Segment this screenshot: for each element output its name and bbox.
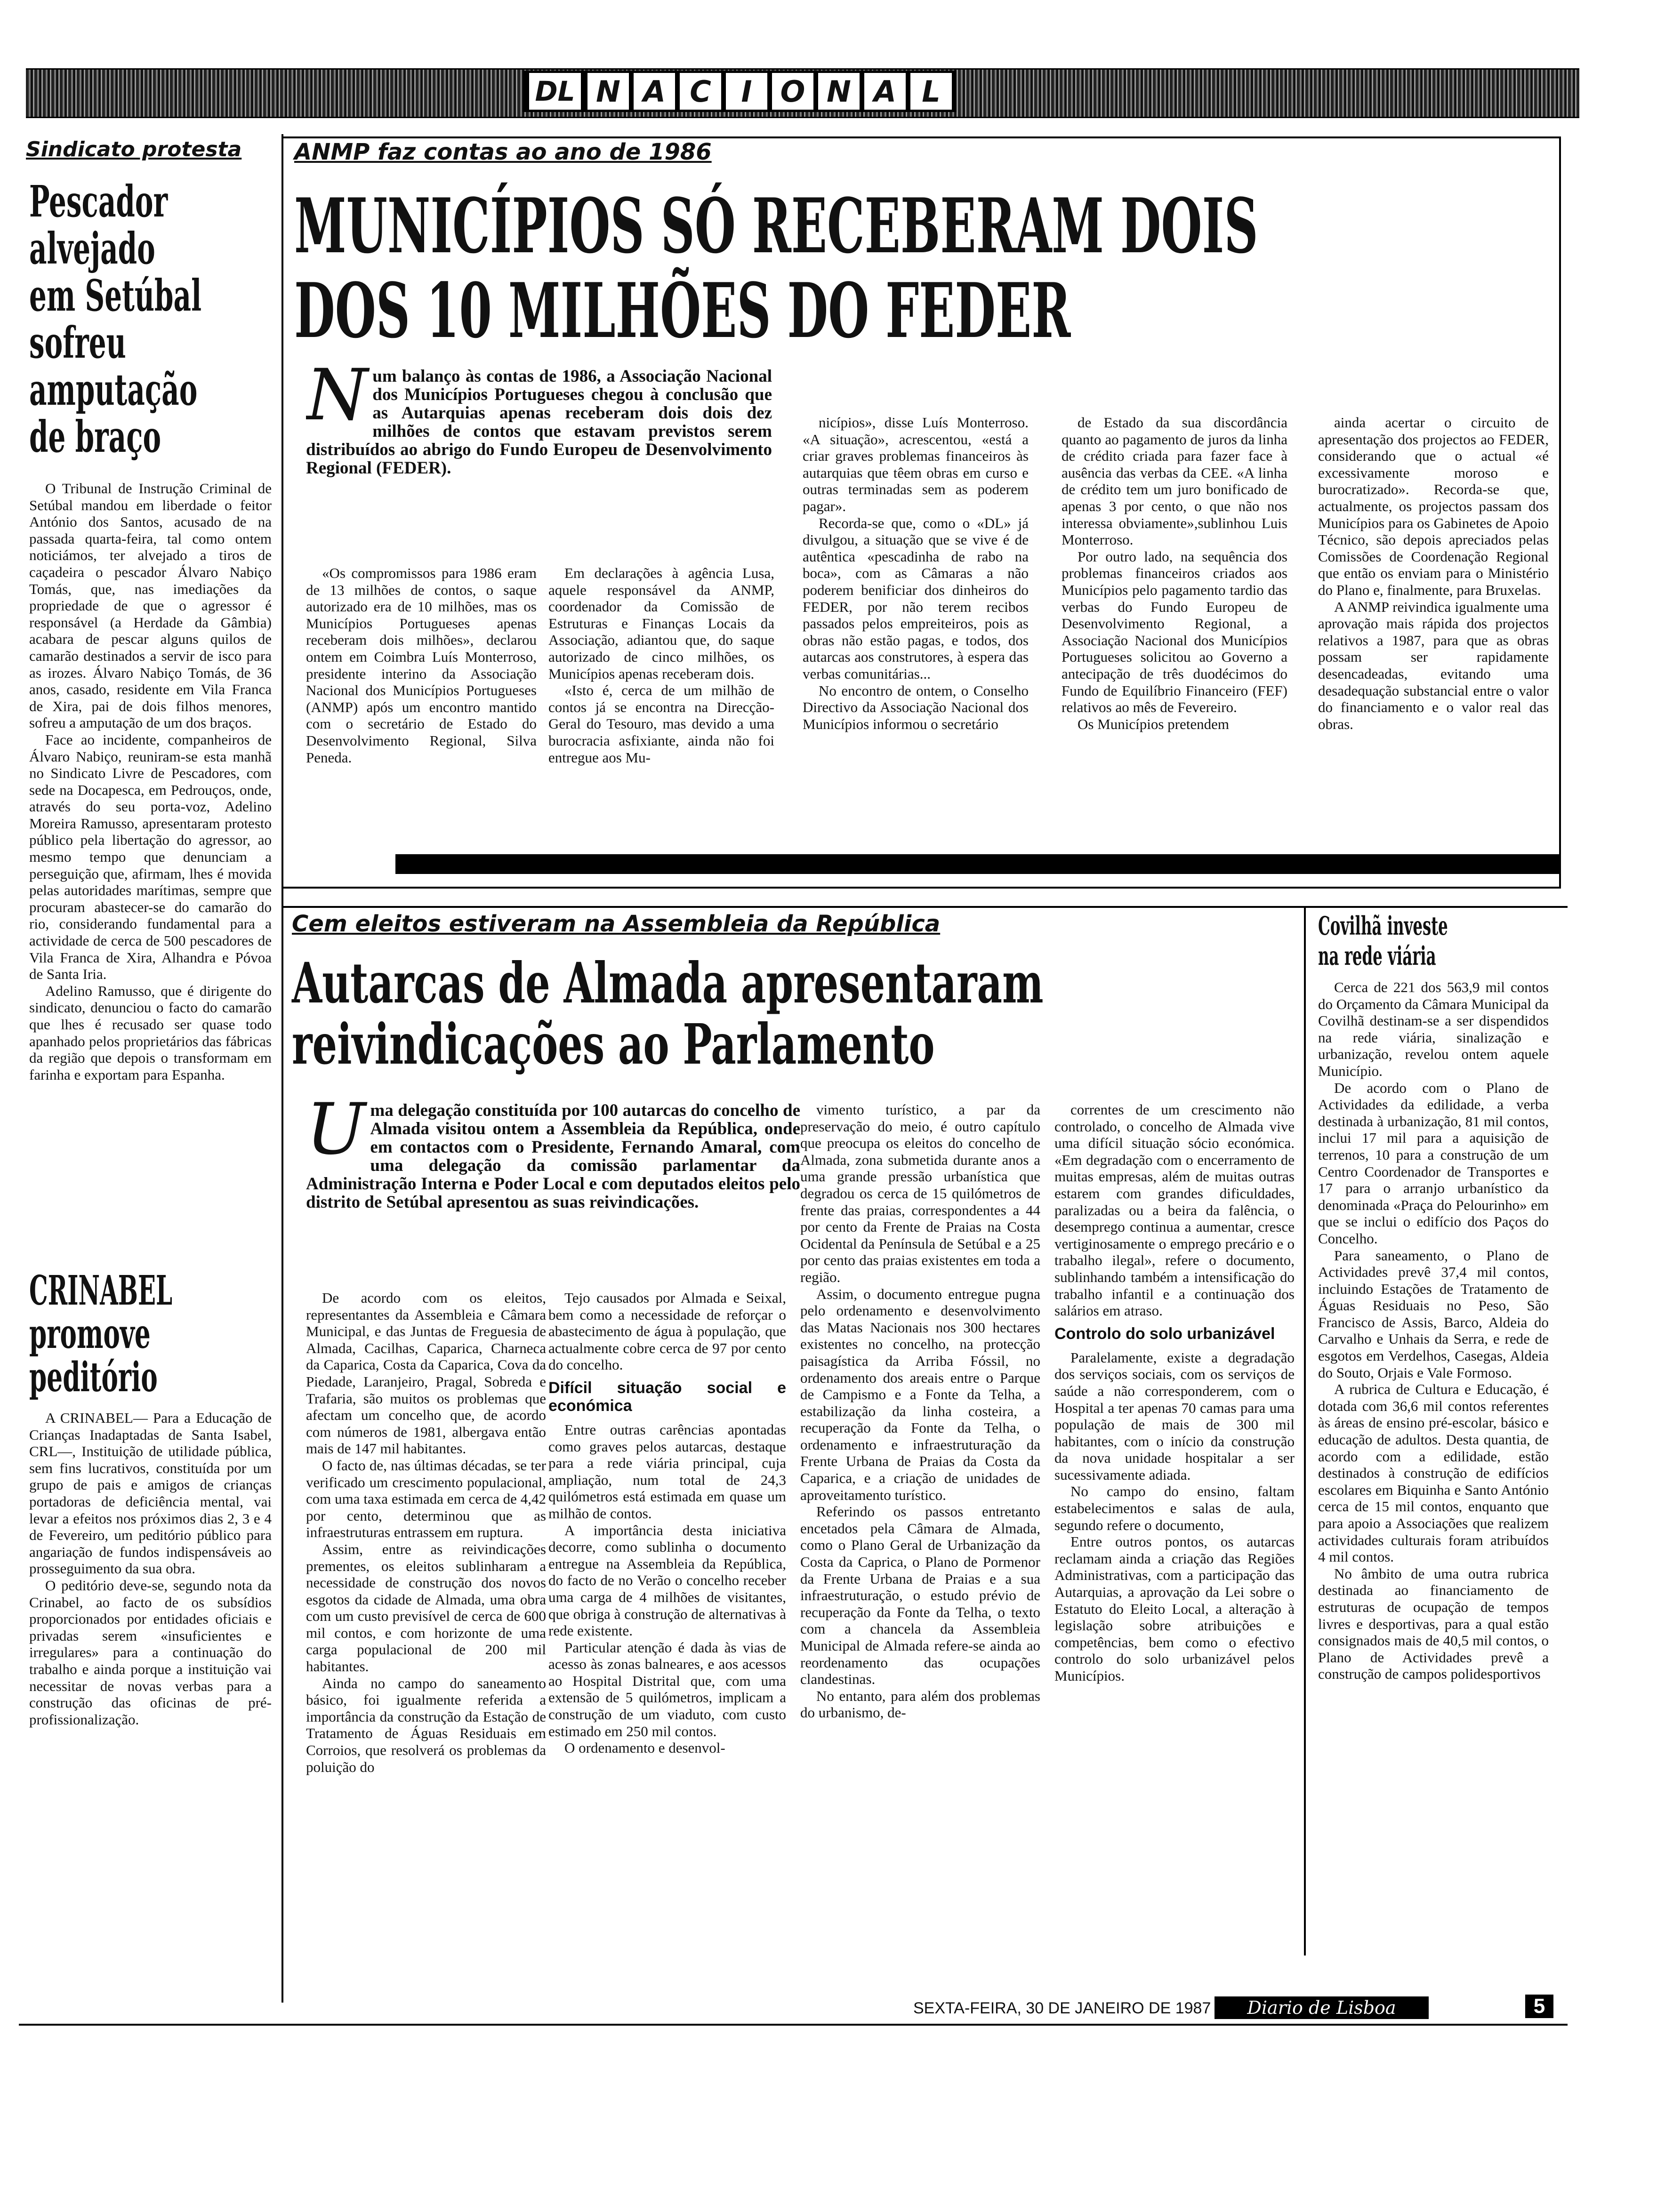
headline-crinabel bbox=[29, 1267, 274, 1401]
paragraph: No âmbito de uma outra rubrica destinada ao financiamento de estruturas de ocupação de tempos livres e desportivas, para a qual estão consignados mais de 40,5 mil contos, o Plano de Actividades prevê a construção de campos polidesportivos bbox=[1318, 1565, 1549, 1683]
dropcap: N bbox=[306, 367, 368, 436]
headline-line: sofreu bbox=[29, 317, 126, 368]
headline-line: reivindicações ao Parlamento bbox=[292, 1011, 935, 1077]
article-col-1 bbox=[306, 565, 537, 847]
section-divider bbox=[282, 906, 1568, 908]
headline-line: alvejado bbox=[29, 223, 155, 274]
paragraph: O peditório deve-se, segundo nota da Crinabel, ao facto de os subsídios proporcionados por entidades oficiais e privadas serem «insuficientes e irregulares» para a continuação do trabalho e ainda porque a instituição vai necessitar de novas verbas para a construção das oficinas de pré-profissionalização. bbox=[29, 1577, 272, 1728]
almada-col-4 bbox=[1054, 1101, 1295, 1963]
subhead-controlo-solo: Controlo do solo urbanizável bbox=[1054, 1324, 1275, 1343]
section-letter: L bbox=[910, 73, 952, 110]
section-letter: O bbox=[772, 73, 813, 110]
section-letter: C bbox=[680, 73, 721, 110]
headline-line: em Setúbal bbox=[29, 270, 202, 321]
paragraph: Paralelamente, existe a degradação dos serviços sociais, com os serviços de saúde a não corresponderem, com o Hospital a ter apenas 70 camas para uma população de mais de 300 mil habitantes, com o início da construção da nova unidade hospitalar a ser sucessivamente adiada. bbox=[1054, 1349, 1295, 1483]
lede-municipios bbox=[306, 367, 772, 551]
footer-rule bbox=[19, 2024, 1568, 2026]
section-letter: A bbox=[634, 73, 675, 110]
section-letter: N bbox=[818, 73, 860, 110]
paragraph: ainda acertar o circuito de apresentação dos projectos ao FEDER, considerando que o actual «é excessivamente moroso e burocratizado». Recorda-se que, actualmente, os projectos passam dos Municípios para os Gabinetes de Apoio Técnico, são depois apreciados pelas Comissões de Coordenação Regional que então os enviam para o Ministério do Plano e, finalmente, para Bruxelas. bbox=[1318, 414, 1549, 598]
headline-line: MUNICÍPIOS SÓ RECEBERAM DOIS bbox=[294, 182, 1258, 270]
article-col-5 bbox=[1318, 414, 1549, 847]
paragraph: Adelino Ramusso, que é dirigente do sindicato, denunciou o facto do camarão que lhes é recusado ser quase todo apanhado pelos proprietários das fábricas da região que depois o transformam em farinha e exportam para Espanha. bbox=[29, 982, 272, 1083]
subhead-dificil-situacao: Difícil situação social e económica bbox=[548, 1378, 786, 1415]
headline-line: promove bbox=[29, 1310, 151, 1358]
paragraph: Cerca de 221 dos 563,9 mil contos do Orçamento da Câmara Municipal da Covilhã destinam-se a ser dispendidos na rede viária, sinalização e urbanização, revelou ontem aquele Município. bbox=[1318, 979, 1549, 1079]
paragraph: Face ao incidente, companheiros de Álvaro Nabiço, reuniram-se esta manhã no Sindicato Livre de Pescadores, com sede na Docapesca, em Pedrouços, onde, através do seu porta-voz, Adelino Moreira Ramusso, apresentaram protesto público pela libertação do agressor, ao mesmo tempo que denunciam a perseguição que, afirmam, lhes é movida pelas autoridades marítimas, sempre que procuram abastecer-se do camarão do rio, considerando fundamental para a actividade de cerca de 500 pescadores de Vila Franca de Xira, Alhandra e Póvoa de Santa Iria. bbox=[29, 731, 272, 983]
almada-col-1 bbox=[306, 1290, 546, 1963]
section-banner bbox=[523, 71, 957, 112]
article-body-covilha bbox=[1318, 979, 1549, 1967]
section-letter: N bbox=[587, 73, 629, 110]
headline-line: Covilhã investe bbox=[1318, 911, 1448, 941]
lede-text: ma delegação constituída por 100 autarcas do concelho de Almada visitou ontem a Assembleia da República, onde em contactos com o Presidente, Fernando Amaral, com uma delegação da comissão parlamentar da Administração Interna e Poder Local e com deputados eleitos pelo distrito de Setúbal apresentou as suas reivindicações. bbox=[306, 1101, 800, 1212]
headline-almada bbox=[292, 950, 1366, 1078]
article-body-pescador bbox=[29, 480, 272, 1252]
kicker-sindicato: Sindicato protesta bbox=[26, 137, 242, 161]
paragraph: De acordo com os eleitos, representantes da Assembleia e Câmara Municipal, e das Juntas de Freguesia de Almada, Cacilhas, Caparica, Charneca da Caparica, Costa da Caparica, Cova da Piedade, Laranjeiro, Pragal, Sobreda e Trafaria, são muitos os problemas que afectam um concelho que, de acordo com números de 1981, albergava então mais de 147 mil habitantes. bbox=[306, 1290, 546, 1457]
paragraph: O ordenamento e desenvol- bbox=[564, 1739, 725, 1756]
article-col-2 bbox=[548, 565, 774, 847]
headline-pescador bbox=[29, 176, 274, 462]
footer-date: SEXTA-FEIRA, 30 DE JANEIRO DE 1987 bbox=[913, 1999, 1211, 2017]
paragraph: Particular atenção é dada às vias de acesso às zonas balneares, e aos acessos ao Hospital Distrital que, com uma extensão de 5 quilómetros, implicam a construção de um viaduto, com custo estimado em 250 mil contos. bbox=[548, 1639, 786, 1739]
kicker-anmp: ANMP faz contas ao ano de 1986 bbox=[294, 139, 712, 165]
paragraph: O facto de, nas últimas décadas, se ter verificado um crescimento populacional, com uma taxa estimada em cerca de 4,42 por cento, determinou que as infraestruturas entrassem em ruptura. bbox=[306, 1457, 546, 1541]
paragraph: A ANMP reivindica igualmente uma aprovação mais rápida dos projectos relativos a 1987, para que as obras possam ser rapidamente desencadeadas, evitando uma desadequação substancial entre o valor do financiamento e o valor real das obras. bbox=[1318, 598, 1549, 732]
lede-text: um balanço às contas de 1986, a Associação Nacional dos Municípios Portugueses chegou à conclusão que as Autarquias apenas receberam dois dois dez milhões de contos que estavam previstos serem distribuídos ao abrigo do Fundo Europeu de Desenvolvimento Regional (FEDER). bbox=[306, 367, 772, 478]
article-body-crinabel bbox=[29, 1410, 272, 1979]
paragraph: Em declarações à agência Lusa, aquele responsável da ANMP, coordenador da Comissão de Estruturas e Finanças Locais da Associação, adiantou que, do saque autorizado de cinco milhões, os Municípios apenas receberam dois. bbox=[548, 565, 774, 682]
paragraph: Recorda-se que, como o «DL» já divulgou, a situação que se vive é de autêntica «pescadinha de rabo na boca», com as Câmaras a não poderem benificiar dos dinheiros do FEDER, por não terem recibos passados pelos empreiteiros, pois as obras não estão pagas, e todos, dos autarcas aos construtores, à espera das verbas comunitárias... bbox=[803, 514, 1029, 682]
almada-col-3 bbox=[800, 1101, 1040, 1963]
paragraph: Por outro lado, na sequência dos problemas financeiros criados aos Municípios pelo pagamento tardio das verbas do Fundo Europeu de Desenvolvimento Regional, a Associação Nacional dos Municípios Portugueses solicitou ao Governo a antecipação de três duodécimos do Fundo de Equilíbrio Financeiro (FEF) relativos ao mês de Fevereiro. bbox=[1062, 548, 1287, 716]
kicker-almada: Cem eleitos estiveram na Assembleia da República bbox=[292, 911, 941, 937]
headline-line: na rede viária bbox=[1318, 941, 1436, 971]
paragraph: A importância desta iniciativa decorre, como sublinha o documento entregue na Assembleia da República, do facto de no Verão o concelho receber uma carga de 4 milhões de visitantes, que obriga à construção de alternativas à rede existente. bbox=[548, 1522, 786, 1639]
paragraph: No entanto, para além dos problemas do urbanismo, de- bbox=[800, 1687, 1040, 1721]
newspaper-logo: DL bbox=[527, 71, 583, 112]
paragraph: «Os compromissos para 1986 eram de 13 milhões de contos, o saque autorizado era de 10 milhões, mas os Municípios Portugueses apenas receberam dois milhões», declarou ontem em Coimbra Luís Monterroso, presidente interino da Associação Nacional dos Municípios Portugueses (ANMP) após um encontro mantido com o secretário de Estado do Desenvolvimento Regional, Silva Peneda. bbox=[306, 565, 537, 766]
paragraph: O Tribunal de Instrução Criminal de Setúbal mandou em liberdade o feitor António dos Santos, acusado de na passada quarta-feira, tal como ontem noticiámos, ter alvejado a tiros de caçadeira o pescador Álvaro Nabiço Tomás, que, nas imediações da propriedade de que o agressor é responsável (a Herdade da Gâmbia) acabara de pescar alguns quilos de camarão destinados a servir de isco para as irozes. Álvaro Nabiço Tomás, de 36 anos, casado, residente em Vila Franca de Xira, pai de dois filhos menores, sofreu a amputação de um dos braços. bbox=[29, 480, 272, 731]
paragraph: Assim, o documento entregue pugna pelo ordenamento e desenvolvimento das Matas Nacionais nos 300 hectares existentes no concelho, na protecção paisagística da Arriba Fóssil, no ordenamento dos areais entre o Parque de Campismo e a Fonte da Telha, a estabilização da linha costeira, a recuperação da Fonte da Telha, o ordenamento e infraestruturação da Frente Urbana de Praias da Costa da Caparica, e a criação de unidades de aproveitamento turístico. bbox=[800, 1285, 1040, 1503]
article-col-4 bbox=[1062, 414, 1287, 847]
footer-newspaper-name: Diario de Lisboa bbox=[1215, 1996, 1429, 2019]
headline-line: Autarcas de Almada apresentaram bbox=[292, 950, 1044, 1016]
headline-line: de braço bbox=[29, 411, 161, 462]
paragraph: correntes de um crescimento não controlado, o concelho de Almada vive uma difícil situação sócio económica. «Em degradação com o encerramento de muitas empresas, além de muitas outras estarem com grandes dificuldades, paralizadas ou a beira da falência, o desemprego continua a aumentar, cresce vertiginosamente o emprego precário e o trabalho ilegal», refere o documento, sublinhando também a intensificação do trabalho infantil e a continuação dos salários em atraso. bbox=[1054, 1101, 1295, 1319]
decorative-black-bar bbox=[395, 854, 1560, 874]
article-col-3 bbox=[803, 414, 1029, 847]
paragraph: vimento turístico, a par da preservação do meio, é outro capítulo que preocupa os eleitos do concelho de Almada, zona submetida durante anos a uma grande pressão urbanística que degradou os cerca de 15 quilómetros de frente das praias, correspondentes a 44 por cento da Frente de Praias na Costa Ocidental da Península de Setúbal e a 25 por cento das praias existentes em toda a região. bbox=[800, 1101, 1040, 1285]
paragraph: De acordo com o Plano de Actividades da edilidade, a verba destinada à urbanização, 81 mil contos, inclui 17 mil para a aquisição de terrenos, 10 para a construção de um Centro Coordenador de Transportes e 17 para o arranjo urbanístico da denominada «Praça do Pelourinho» em que se inclui o edifício dos Paços do Concelho. bbox=[1318, 1079, 1549, 1247]
headline-line: Pescador bbox=[29, 176, 168, 227]
paragraph: de Estado da sua discordância quanto ao pagamento de juros da linha de crédito criada para fazer face à ausência das verbas da CEE. «A linha de crédito tem um juro bonificado de apenas 3 por cento, o que não nos interessa obviamente»,sublinhou Luis Monterroso. bbox=[1062, 414, 1287, 548]
dropcap: U bbox=[306, 1101, 366, 1170]
paragraph: Assim, entre as reivindicações prementes, os eleitos sublinharam a necessidade de construção dos novos esgotos da cidade de Almada, uma obra com um custo previsível de cerca de 600 mil contos, e com horizonte de uma carga populacional de 200 mil habitantes. bbox=[306, 1540, 546, 1675]
paragraph: No campo do ensino, faltam estabelecimentos e salas de aula, segundo refere o documento, bbox=[1054, 1483, 1295, 1533]
paragraph: Os Municípios pretendem bbox=[1078, 715, 1230, 732]
paragraph: «Isto é, cerca de um milhão de contos já se encontra na Direcção-Geral do Tesouro, mas devido a uma burocracia asfixiante, ainda não foi entregue aos Mu- bbox=[548, 682, 774, 766]
paragraph: Referindo os passos entretanto encetados pela Câmara de Almada, como o Plano Geral de Urbanização da Costa da Caprica, o Plano de Pormenor da Frente Urbana de Praias e a sua infraestruturação, o estudo prévio de recuperação da Fonte da Telha, o texto com a chancela da Assembleia Municipal de Almada refere-se ainda ao reordenamento das ocupações clandestinas. bbox=[800, 1503, 1040, 1688]
headline-line: CRINABEL bbox=[29, 1267, 173, 1314]
paragraph: Ainda no campo do saneamento básico, foi igualmente referida a importância da construção da Estação de Tratamento de Águas Residuais em Corroios, que resolverá os problemas da poluição do bbox=[306, 1675, 546, 1775]
section-letter: I bbox=[726, 73, 767, 110]
headline-line: peditório bbox=[29, 1354, 158, 1401]
paragraph: Entre outros pontos, os autarcas reclamam ainda a criação das Regiões Administrativas, com a participação das Autarquias, a aprovação da Lei sobre o Estatuto do Eleito Local, a alteração à legislação sobre atribuições e competências, bem como o efectivo controlo do solo urbanizável pelos Municípios. bbox=[1054, 1533, 1295, 1684]
paragraph: nicípios», disse Luís Monterroso. «A situação», acrescentou, «está a criar graves problemas financeiros às autarquias que têem obras em curso e outras terminadas sem as poderem pagar». bbox=[803, 414, 1029, 514]
lede-almada bbox=[306, 1101, 800, 1285]
paragraph: Entre outras carências apontadas como graves pelos autarcas, destaque para a rede viária principal, cuja ampliação, num total de 24,3 quilómetros está estimada em quase um milhão de contos. bbox=[548, 1421, 786, 1522]
paragraph: Tejo causados por Almada e Seixal, bem como a necessidade de reforçar o abastecimento de água à população, que actualmente cobre cerca de 97 por cento do concelho. bbox=[548, 1290, 786, 1373]
paragraph: Para saneamento, o Plano de Actividades prevê 37,4 mil contos, incluindo Estações de Tratamento de Águas Residuais no Peso, São Francisco de Assis, Barco, Aldeia do Carvalho e Unhais da Serra, e rede de esgotos em Verdelhos, Casegas, Aldeia do Souto, Orjais e Vale Formoso. bbox=[1318, 1247, 1549, 1381]
headline-municipios bbox=[294, 182, 1657, 358]
paragraph: A CRINABEL— Para a Educação de Crianças Inadaptadas de Santa Isabel, CRL—, Instituição de utilidade pública, sem fins lucrativos, constituída por um grupo de pais e amigos de crianças portadoras de deficiência mental, vai levar a efeitos nos próximos dias 2, 3 e 4 de Fevereiro, um peditório público para angariação de fundos indispensáveis ao prosseguimento da sua obra. bbox=[29, 1410, 272, 1577]
headline-line: DOS 10 MILHÕES DO FEDER bbox=[294, 266, 1071, 355]
headline-covilha bbox=[1318, 913, 1535, 973]
page-number: 5 bbox=[1525, 1995, 1553, 2018]
headline-line: amputação bbox=[29, 364, 198, 415]
almada-col-2 bbox=[548, 1290, 786, 1963]
paragraph: No encontro de ontem, o Conselho Directivo da Associação Nacional dos Municípios informou o secretário bbox=[803, 682, 1029, 732]
section-letter: A bbox=[864, 73, 906, 110]
paragraph: A rubrica de Cultura e Educação, é dotada com 36,6 mil contos referentes às áreas de ensino pré-escolar, básico e educação de adultos. Desta quantia, de acordo com a edilidade, estão destinados à construção de edifícios escolares em Biquinha e Santo António cerca de 15 mil contos, enquanto que para apoio a Associações que realizem actividades culturais foram atribuídos 4 mil contos. bbox=[1318, 1381, 1549, 1565]
